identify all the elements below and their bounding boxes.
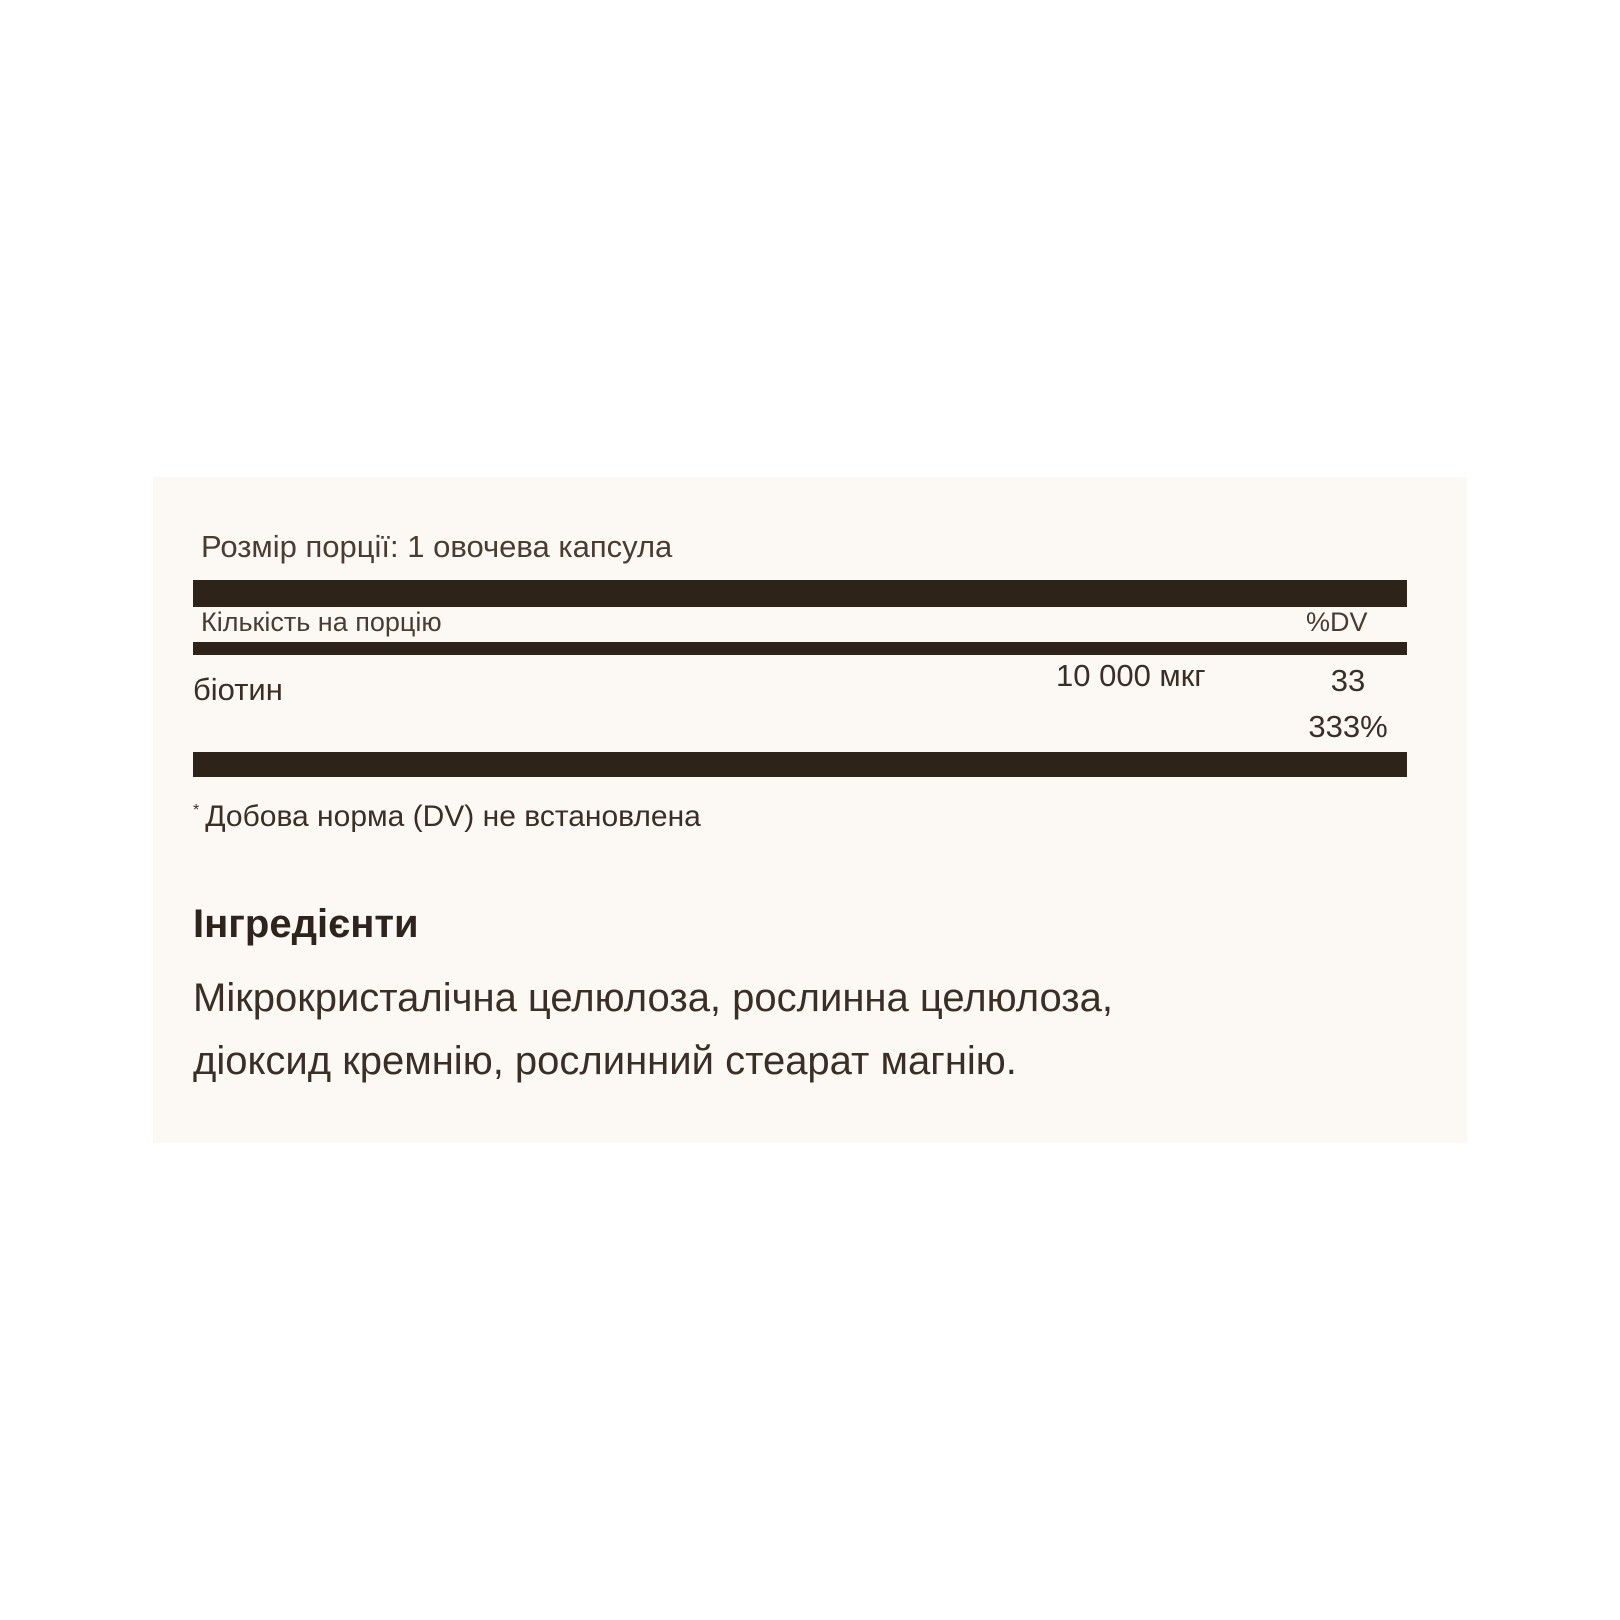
daily-value-header: %DV xyxy=(1306,607,1368,637)
footnote-mark: * xyxy=(193,802,200,819)
rule-middle xyxy=(193,642,1407,655)
nutrient-amount: 10 000 мкг xyxy=(1056,658,1206,693)
serving-size: Розмір порції: 1 овочева капсула xyxy=(201,529,673,564)
nutrient-name: біотин xyxy=(193,672,283,707)
thick-rule-top xyxy=(193,580,1407,607)
nutrient-dv-line2: 333% xyxy=(1308,709,1388,744)
footnote-text: Добова норма (DV) не встановлена xyxy=(205,800,701,833)
footnote xyxy=(193,800,701,834)
supplement-facts-panel xyxy=(153,477,1467,1143)
thick-rule-bottom xyxy=(193,752,1407,777)
nutrient-daily-value xyxy=(1298,658,1398,750)
ingredients-line-1: Мікрокристалічна целюлоза, рослинна целюлоза, xyxy=(193,976,1113,1020)
nutrient-dv-line1: 33 xyxy=(1330,663,1366,698)
amount-per-serving-header: Кількість на порцію xyxy=(201,607,442,637)
ingredients-list xyxy=(193,967,1433,1093)
ingredients-line-2: діоксид кремнію, рослинний стеарат магнію. xyxy=(193,1039,1017,1083)
ingredients-heading: Інгредієнти xyxy=(193,902,419,946)
